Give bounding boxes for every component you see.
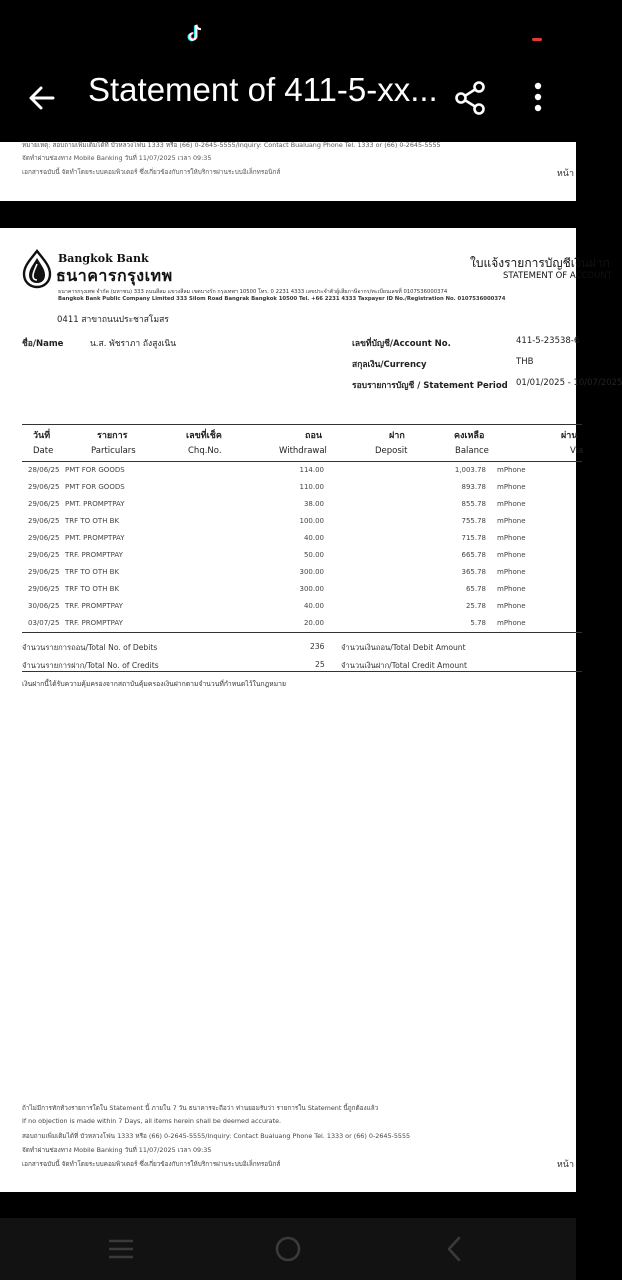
page-number-label: หน้า xyxy=(556,169,574,179)
col-header-via-en: Via xyxy=(570,446,584,456)
cell-withdrawal: 114.00 xyxy=(299,466,324,474)
cell-via: mPhone xyxy=(497,602,526,610)
col-header-balance-th: คงเหลือ xyxy=(454,431,485,441)
name-value: น.ส. พัชราภา ถังสูงเนิน xyxy=(90,339,177,349)
back-button[interactable] xyxy=(22,78,62,118)
col-header-deposit-en: Deposit xyxy=(375,446,408,456)
branch-name: 0411 สาขาถนนประชาสโมสร xyxy=(57,315,169,325)
table-row xyxy=(0,582,576,599)
cell-particulars: TRF. PROMPTPAY xyxy=(65,551,123,559)
cell-via: mPhone xyxy=(497,483,526,491)
table-row xyxy=(0,599,576,616)
cell-particulars: PMT FOR GOODS xyxy=(65,466,125,474)
page-title: Statement of 411-5-xx... xyxy=(88,71,438,108)
table-header-rule xyxy=(22,461,582,462)
cell-withdrawal: 50.00 xyxy=(303,551,324,559)
cell-particulars: PMT FOR GOODS xyxy=(65,483,125,491)
recents-icon xyxy=(107,1237,135,1261)
cell-date: 29/06/25 xyxy=(28,483,60,491)
statement-title-en: STATEMENT OF ACCOUNT xyxy=(503,271,612,281)
cell-withdrawal: 40.00 xyxy=(303,534,324,542)
table-row xyxy=(0,548,576,565)
more-vert-icon xyxy=(526,78,550,118)
cell-via: mPhone xyxy=(497,585,526,593)
currency-value: THB xyxy=(516,357,534,367)
system-nav-bar xyxy=(0,1218,576,1280)
col-header-chq-th: เลขที่เช็ค xyxy=(186,431,222,441)
cell-balance: 855.78 xyxy=(461,500,486,508)
page-number-label: หน้า xyxy=(556,1160,574,1170)
cell-particulars: TRF. PROMPTPAY xyxy=(65,602,123,610)
cell-date: 03/07/25 xyxy=(28,619,60,627)
footer-objection-en: If no objection is made within 7 Days, all items herein shall be deemed accurate. xyxy=(22,1117,282,1125)
app-bar xyxy=(0,62,576,142)
col-header-date-th: วันที่ xyxy=(33,431,51,441)
cell-balance: 893.78 xyxy=(461,483,486,491)
footer-disclaimer: เอกสารฉบับนี้ จัดทำโดยระบบคอมพิวเตอร์ ซึ่งเกี่ยวข้องกับการให้บริการผ่านระบบอิเล็กทรอนิกส์ xyxy=(22,1160,281,1168)
arrow-left-icon xyxy=(27,83,57,113)
table-row xyxy=(0,531,576,548)
table-row xyxy=(0,514,576,531)
cell-via: mPhone xyxy=(497,500,526,508)
cell-balance: 5.78 xyxy=(470,619,486,627)
cell-particulars: PMT. PROMPTPAY xyxy=(65,534,125,542)
table-top-rule xyxy=(22,424,582,425)
recording-indicator xyxy=(532,38,542,41)
total-debits-value: 236 xyxy=(310,642,325,651)
cell-date: 30/06/25 xyxy=(28,602,60,610)
col-header-particulars-th: รายการ xyxy=(97,431,128,441)
table-bottom-rule xyxy=(22,632,582,633)
table-row xyxy=(0,480,576,497)
tiktok-icon xyxy=(186,24,204,44)
page-separator xyxy=(0,1192,576,1218)
bank-name-th: ธนาคารกรุงเทพ xyxy=(56,266,173,285)
page-separator xyxy=(0,201,576,228)
cell-via: mPhone xyxy=(497,466,526,474)
cell-via: mPhone xyxy=(497,551,526,559)
footer-disclaimer: เอกสารฉบับนี้ จัดทำโดยระบบคอมพิวเตอร์ ซึ่งเกี่ยวข้องกับการให้บริการผ่านระบบอิเล็กทรอนิกส์ xyxy=(22,168,281,176)
cell-date: 28/06/25 xyxy=(28,466,60,474)
cell-particulars: TRF TO OTH BK xyxy=(65,585,120,593)
footer-inquiry: สอบถามเพิ่มเติมได้ที่ บัวหลวงโฟน 1333 หรือ (66) 0-2645-5555/Inquiry: Contact Bualuang Phone Tel. 1333 or (66) 0-2645-5555 xyxy=(22,1132,411,1140)
share-icon xyxy=(452,78,488,118)
statement-period-value: 01/01/2025 - 10/07/2025 xyxy=(516,378,622,388)
cell-particulars: TRF TO OTH BK xyxy=(65,568,120,576)
cell-balance: 755.78 xyxy=(461,517,486,525)
table-row xyxy=(0,565,576,582)
col-header-withdrawal-en: Withdrawal xyxy=(279,446,327,456)
col-header-particulars-en: Particulars xyxy=(91,446,136,456)
bank-address-th: ธนาคารกรุงเทพ จำกัด (มหาชน) 333 ถนนสีลม แขวงสีลม เขตบางรัก กรุงเทพฯ 10500 โทร. 0 2231 4333 เลขประจำตัวผู้เสียภาษีอากร/ทะเบียนเลขที่ 0107536000374 xyxy=(58,289,448,295)
cell-date: 29/06/25 xyxy=(28,534,60,542)
cell-via: mPhone xyxy=(497,568,526,576)
bangkok-bank-logo-icon xyxy=(22,250,52,288)
cell-balance: 365.78 xyxy=(461,568,486,576)
cell-balance: 1,003.78 xyxy=(454,466,486,474)
nav-recents-button[interactable] xyxy=(104,1232,138,1266)
cell-withdrawal: 20.00 xyxy=(303,619,324,627)
col-header-via-th: ผ่าน xyxy=(561,431,578,441)
statement-title-th: ใบแจ้งรายการบัญชีเงินฝาก xyxy=(470,256,610,270)
cell-withdrawal: 100.00 xyxy=(299,517,324,525)
summary-rule xyxy=(22,671,582,672)
cell-balance: 665.78 xyxy=(461,551,486,559)
cell-via: mPhone xyxy=(497,517,526,525)
cell-date: 29/06/25 xyxy=(28,585,60,593)
table-row xyxy=(0,463,576,480)
cell-balance: 715.78 xyxy=(461,534,486,542)
footer-objection-th: ถ้าไม่มีการทักท้วงรายการใดใน Statement นี้ ภายใน 7 วัน ธนาคารจะถือว่า ท่านยอมรับว่า รายการใน Statement นี้ถูกต้องแล้ว xyxy=(22,1104,379,1112)
status-bar xyxy=(0,0,576,62)
total-credit-amount-label: จำนวนเงินฝาก/Total Credit Amount xyxy=(341,661,467,670)
statement-period-label: รอบรายการบัญชี / Statement Period xyxy=(352,381,508,391)
cell-particulars: TRF. PROMPTPAY xyxy=(65,619,123,627)
cell-date: 29/06/25 xyxy=(28,568,60,576)
total-credits-label: จำนวนรายการฝาก/Total No. of Credits xyxy=(22,661,159,670)
cell-date: 29/06/25 xyxy=(28,500,60,508)
table-row xyxy=(0,497,576,514)
nav-back-icon xyxy=(442,1235,466,1263)
cell-withdrawal: 38.00 xyxy=(303,500,324,508)
cell-withdrawal: 110.00 xyxy=(299,483,324,491)
pdf-page-previous[interactable] xyxy=(0,142,576,201)
col-header-chq-en: Chq.No. xyxy=(188,446,222,456)
account-no-value: 411-5-23538-6 xyxy=(516,336,580,346)
cell-balance: 65.78 xyxy=(465,585,486,593)
footer-inquiry: หมายเหตุ: สอบถามเพิ่มเติมได้ที่ บัวหลวงโฟน 1333 หรือ (66) 0-2645-5555/Inquiry: Contact Bualuang Phone Tel. 1333 or (66) 0-2645-5555 xyxy=(22,141,441,149)
bank-address-en: Bangkok Bank Public Company Limited 333 Silom Road Bangrak Bangkok 10500 Tel. +66 2231 4333 Taxpayer ID No./Registration No. 0107536000374 xyxy=(58,296,506,302)
cell-via: mPhone xyxy=(497,534,526,542)
cell-date: 29/06/25 xyxy=(28,551,60,559)
cell-withdrawal: 300.00 xyxy=(299,568,324,576)
cell-date: 29/06/25 xyxy=(28,517,60,525)
share-button[interactable] xyxy=(452,78,488,118)
cell-balance: 25.78 xyxy=(465,602,486,610)
col-header-withdrawal-th: ถอน xyxy=(305,431,323,441)
footer-generated: จัดทำผ่านช่องทาง Mobile Banking วันที่ 11/07/2025 เวลา 09:35 xyxy=(22,1146,212,1154)
total-credits-value: 25 xyxy=(315,660,325,669)
cell-via: mPhone xyxy=(497,619,526,627)
name-label: ชื่อ/Name xyxy=(22,339,64,349)
deposit-protection-note: เงินฝากนี้ได้รับความคุ้มครองจากสถาบันคุ้มครองเงินฝากตามจำนวนที่กำหนดไว้ในกฎหมาย xyxy=(22,680,286,688)
currency-label: สกุลเงิน/Currency xyxy=(352,360,427,370)
footer-generated: จัดทำผ่านช่องทาง Mobile Banking วันที่ 11/07/2025 เวลา 09:35 xyxy=(22,154,212,162)
total-debit-amount-label: จำนวนเงินถอน/Total Debit Amount xyxy=(341,643,466,652)
cell-particulars: PMT. PROMPTPAY xyxy=(65,500,125,508)
cell-particulars: TRF TO OTH BK xyxy=(65,517,120,525)
cell-withdrawal: 300.00 xyxy=(299,585,324,593)
nav-back-button[interactable] xyxy=(437,1232,471,1266)
pdf-page[interactable] xyxy=(0,228,622,1192)
col-header-date-en: Date xyxy=(33,446,54,456)
cell-withdrawal: 40.00 xyxy=(303,602,324,610)
col-header-deposit-th: ฝาก xyxy=(389,431,405,441)
total-debits-label: จำนวนรายการถอน/Total No. of Debits xyxy=(22,643,158,652)
table-row xyxy=(0,616,576,633)
nav-home-button[interactable] xyxy=(271,1232,305,1266)
more-options-button[interactable] xyxy=(526,78,550,118)
col-header-balance-en: Balance xyxy=(455,446,489,456)
account-no-label: เลขที่บัญชี/Account No. xyxy=(352,339,451,349)
home-icon xyxy=(274,1235,302,1263)
bank-name-en: Bangkok Bank xyxy=(58,252,149,265)
